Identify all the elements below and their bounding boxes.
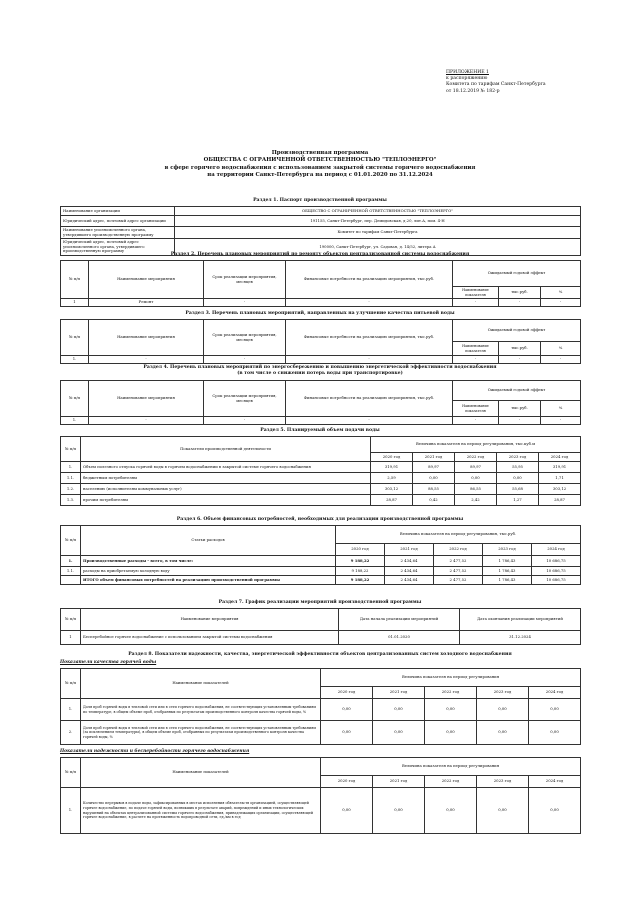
header-cell: тыс.руб.: [499, 287, 541, 299]
year-header: 2021 год: [373, 687, 425, 699]
value-cell: 55,95: [497, 462, 539, 473]
header-cell: Величина показателя на период регулирования, тыс.куб.м: [371, 437, 581, 453]
value-cell: 303,12: [371, 484, 413, 495]
table-cell: 31.12.2024: [460, 631, 581, 645]
value-cell: 0,00: [477, 788, 529, 834]
header-cell: Наименование мероприятия: [89, 320, 204, 356]
row-number: 1.3.: [61, 495, 81, 506]
title-line: в сфере горячего водоснабжения с использованием закрытой системы горячего водоснабжения: [164, 164, 476, 171]
passport-value: ОБЩЕСТВО С ОГРАНИЧЕННОЙ ОТВЕТСТВЕННОСТЬЮ "ТЕПЛОЭНЕРГО": [175, 207, 581, 216]
header-cell: тыс.руб.: [499, 401, 541, 417]
table-cell: -: [286, 356, 453, 364]
table-cell: Ремонт: [89, 299, 204, 307]
header-cell: № п/п: [61, 261, 89, 299]
reliability-subheading: Показатели надежности и бесперебойности горячего водоснабжения: [60, 749, 250, 754]
value-cell: 2 434,64: [385, 556, 434, 567]
value-cell: 0,00: [425, 721, 477, 745]
value-cell: 89,97: [413, 462, 455, 473]
row-label: Производственные расходы - всего, в том числе:: [81, 556, 336, 567]
year-header: 2023 год: [497, 453, 539, 462]
year-header: 2023 год: [483, 544, 532, 556]
row-number: 1.: [61, 462, 81, 473]
value-cell: 9 188,22: [336, 567, 385, 576]
section-4-subtitle: (в том числе о снижении потерь воды при транспортировке): [237, 371, 403, 376]
header-cell: № п/п: [61, 526, 81, 556]
row-label: бюджетным потребителям: [81, 473, 371, 484]
year-header: 2020 год: [321, 776, 373, 788]
value-cell: 2,59: [371, 473, 413, 484]
row-label: расходы на приобретаемую холодную воду: [81, 567, 336, 576]
row-label: населению (исполнителям коммунальных услуг): [81, 484, 371, 495]
header-cell: %: [541, 342, 581, 356]
value-cell: 303,12: [539, 484, 581, 495]
row-label: ИТОГО объем финансовых потребностей на реализацию производственной программы: [81, 576, 336, 585]
quality-subheading: Показатели качества горячей воды: [60, 660, 157, 665]
value-cell: 0,00: [425, 788, 477, 834]
value-cell: 0,00: [529, 699, 581, 721]
value-cell: 28,87: [371, 495, 413, 506]
quality-indicators-table: [60, 668, 581, 745]
energy-measures-table: [60, 380, 581, 425]
header-cell: Наименование показателя: [453, 401, 499, 417]
header-cell: Срок реализации мероприятия, месяцев: [204, 261, 286, 299]
value-cell: 28,87: [539, 495, 581, 506]
row-number: 1.: [61, 556, 81, 567]
title-line: ОБЩЕСТВА С ОГРАНИЧЕННОЙ ОТВЕТСТВЕННОСТЬЮ "ТЕПЛОЭНЕРГО": [203, 157, 437, 164]
table-cell: -: [204, 417, 286, 425]
approval-line: от 18.12.2019 № 182-р: [446, 88, 500, 94]
value-cell: 0,00: [413, 473, 455, 484]
value-cell: 9 188,22: [336, 576, 385, 585]
year-header: 2021 год: [413, 453, 455, 462]
row-number: 1.1.: [61, 567, 81, 576]
row-label: Объем полезного отпуска горячей воды в горячем водоснабжении в закрытой системе горячего водоснабжения: [81, 462, 371, 473]
year-header: 2021 год: [373, 776, 425, 788]
section-5-title: Раздел 5. Планируемый объем подачи воды: [260, 428, 380, 433]
value-cell: 9 188,22: [336, 556, 385, 567]
year-header: 2023 год: [477, 776, 529, 788]
value-cell: 10 686,75: [532, 576, 581, 585]
value-cell: 0,00: [529, 721, 581, 745]
header-cell: Величина показателя на период регулирования: [321, 758, 581, 776]
header-cell: № п/п: [61, 437, 81, 462]
header-cell: Ожидаемый годовой эффект: [453, 381, 581, 401]
passport-value: 190000, Санкт-Петербург, ул. Садовая, д. 14/52, литера А: [175, 239, 581, 256]
header-cell: Величина показателя на период регулирования, тыс.руб.: [336, 526, 581, 544]
row-number: 1.1.: [61, 473, 81, 484]
table-cell: -: [204, 299, 286, 307]
row-label: Доля проб горячей воды в тепловой сети или в сети горячего водоснабжения, не соответствующих установленным требованиям по температуре, в общем объеме проб, отобранных по результатам производственного контроля качества горячей воды, %: [81, 699, 321, 721]
table-cell: -: [204, 356, 286, 364]
header-cell: Наименование показателя: [453, 342, 499, 356]
value-cell: 2 477,52: [434, 576, 483, 585]
table-cell: 1.: [61, 417, 89, 425]
quality-measures-table: [60, 319, 581, 364]
year-header: 2023 год: [477, 687, 529, 699]
passport-label: Юридический адрес, почтовый адрес уполномоченного органа, утвердившего производственную программу: [61, 239, 175, 256]
year-header: 2020 год: [336, 544, 385, 556]
row-label: прочим потребителям: [81, 495, 371, 506]
table-cell: 1.: [61, 356, 89, 364]
value-cell: 89,97: [455, 462, 497, 473]
value-cell: 0,00: [497, 473, 539, 484]
approval-line: Комитета по тарифам Санкт-Петербурга: [446, 82, 546, 88]
header-cell: Наименование показателей: [81, 669, 321, 699]
year-header: 2022 год: [434, 544, 483, 556]
passport-label: Наименование уполномоченного органа, утвердившего производственную программу: [61, 227, 175, 239]
value-cell: 86,55: [455, 484, 497, 495]
header-cell: Срок реализации мероприятия, месяцев: [204, 381, 286, 417]
value-cell: 0,00: [321, 721, 373, 745]
year-header: 2024 год: [529, 687, 581, 699]
header-cell: Статьи расходов: [81, 526, 336, 556]
value-cell: 1,27: [497, 495, 539, 506]
year-header: 2020 год: [321, 687, 373, 699]
table-cell: -: [499, 299, 541, 307]
header-cell: Наименование мероприятия: [89, 261, 204, 299]
header-cell: Наименование показателей: [81, 758, 321, 788]
table-cell: 01.01.2020: [339, 631, 460, 645]
table-cell: -: [541, 417, 581, 425]
passport-label: Наименование организации: [61, 207, 175, 216]
value-cell: 55,68: [497, 484, 539, 495]
value-cell: 88,55: [413, 484, 455, 495]
value-cell: 2 477,52: [434, 556, 483, 567]
value-cell: 319,91: [539, 462, 581, 473]
approval-line: ПРИЛОЖЕНИЕ 1: [446, 70, 489, 75]
row-label: Доля проб горячей воды в тепловой сети или в сети горячего водоснабжения, не соответствующих установленным требованиям (за исключением температуры), в общем объеме проб, отобранных по результатам производственного контроля качества горячей воды, %: [81, 721, 321, 745]
value-cell: 1 786,43: [483, 567, 532, 576]
header-cell: Финансовые потребности на реализацию мероприятия, тыс.руб.: [286, 320, 453, 356]
approval-line: к распоряжению: [446, 76, 488, 82]
year-header: 2024 год: [529, 776, 581, 788]
value-cell: 0,00: [373, 699, 425, 721]
title-line: на территории Санкт-Петербурга на период с 01.01.2020 по 31.12.2024: [207, 172, 433, 179]
value-cell: 0,00: [425, 699, 477, 721]
passport-value: Комитет по тарифам Санкт-Петербурга: [175, 227, 581, 239]
table-cell: 1: [61, 631, 81, 645]
table-cell: -: [453, 299, 499, 307]
value-cell: 0,00: [373, 721, 425, 745]
header-cell: № п/п: [61, 669, 81, 699]
row-number: 1.2.: [61, 484, 81, 495]
schedule-table: [60, 608, 581, 645]
row-number: 1.: [61, 699, 81, 721]
header-cell: Финансовые потребности на реализацию мероприятия, тыс.руб.: [286, 261, 453, 299]
value-cell: 2,42: [455, 495, 497, 506]
header-cell: Величина показателя на период регулирования: [321, 669, 581, 687]
value-cell: 2 434,64: [385, 576, 434, 585]
table-cell: -: [541, 356, 581, 364]
year-header: 2021 год: [385, 544, 434, 556]
value-cell: 1 786,43: [483, 556, 532, 567]
header-cell: тыс.руб.: [499, 342, 541, 356]
section-3-title: Раздел 3. Перечень плановых мероприятий, направленных на улучшение качества питьевой воды: [185, 311, 455, 316]
row-label: Количество перерывов в подаче воды, зафиксированных в местах исполнения обязательств организацией, осуществляющей горячее водоснабжение, по подаче горячей воды, возникших в результате аварий, повреждений и иных технологических нарушений на объектах централизованной системы горячего водоснабжения, принадлежащих организации, осуществляющей горячее водоснабжение, в расчете на протяженность водопроводной сети, ед./км в год: [81, 788, 321, 834]
header-cell: Дата начала реализации мероприятий: [339, 609, 460, 631]
value-cell: 0,00: [321, 699, 373, 721]
header-cell: Показатели производственной деятельности: [81, 437, 371, 462]
value-cell: 0,00: [477, 721, 529, 745]
header-cell: Ожидаемый годовой эффект: [453, 261, 581, 287]
table-cell: -: [89, 417, 204, 425]
reliability-indicators-table: [60, 757, 581, 834]
approval-stamp: [446, 70, 546, 95]
table-cell: Бесперебойное горячее водоснабжение с использованием закрытой системы водоснабжения: [81, 631, 339, 645]
passport-table: [60, 206, 581, 256]
header-cell: № п/п: [61, 381, 89, 417]
table-cell: 1: [61, 299, 89, 307]
section-1-title: Раздел 1. Паспорт производственной программы: [253, 198, 387, 203]
year-header: 2022 год: [425, 687, 477, 699]
water-volume-table: [60, 436, 581, 506]
value-cell: 10 686,75: [532, 567, 581, 576]
year-header: 2020 год: [371, 453, 413, 462]
value-cell: 1,71: [539, 473, 581, 484]
repair-table: [60, 260, 581, 307]
financial-needs-table: [60, 525, 581, 585]
value-cell: 0,00: [455, 473, 497, 484]
section-2-title: Раздел 2. Перечень плановых мероприятий по ремонту объектов централизованной системы водоснабжения: [170, 252, 470, 257]
header-cell: Наименование мероприятия: [89, 381, 204, 417]
passport-label: Юридический адрес, почтовый адрес организации: [61, 216, 175, 227]
header-cell: Наименование показателя: [453, 287, 499, 299]
table-cell: -: [89, 356, 204, 364]
year-header: 2024 год: [539, 453, 581, 462]
year-header: 2022 год: [455, 453, 497, 462]
section-7-title: Раздел 7. График реализации мероприятий производственной программы: [218, 600, 422, 605]
header-cell: %: [541, 401, 581, 417]
row-number: 1.: [61, 788, 81, 834]
header-cell: Дата окончания реализации мероприятий: [460, 609, 581, 631]
table-cell: -: [286, 417, 453, 425]
row-number: [61, 576, 81, 585]
passport-value: 191155, Санкт-Петербург, пер. Демидовская, д.20, лит.А, пом. 4-Н: [175, 216, 581, 227]
table-cell: -: [499, 417, 541, 425]
table-cell: -: [286, 299, 453, 307]
table-cell: -: [453, 417, 499, 425]
document-title: [60, 150, 580, 180]
header-cell: %: [541, 287, 581, 299]
value-cell: 10 686,75: [532, 556, 581, 567]
header-cell: Ожидаемый годовой эффект: [453, 320, 581, 342]
table-cell: -: [499, 356, 541, 364]
value-cell: 0,00: [477, 699, 529, 721]
value-cell: 319,91: [371, 462, 413, 473]
header-cell: Наименование мероприятия: [81, 609, 339, 631]
row-number: 2.: [61, 721, 81, 745]
header-cell: Срок реализации мероприятия, месяцев: [204, 320, 286, 356]
value-cell: 1 786,43: [483, 576, 532, 585]
value-cell: 0,42: [413, 495, 455, 506]
header-cell: Финансовые потребности на реализацию мероприятия, тыс.руб.: [286, 381, 453, 417]
table-cell: -: [541, 299, 581, 307]
section-6-title: Раздел 6. Объем финансовых потребностей, необходимых для реализации производственной программы: [176, 517, 464, 522]
year-header: 2024 год: [532, 544, 581, 556]
section-4-title: Раздел 4. Перечень плановых мероприятий по энергосбережению и повышению энергетической эффективности водоснабжения: [143, 365, 497, 370]
value-cell: 2 434,64: [385, 567, 434, 576]
year-header: 2022 год: [425, 776, 477, 788]
header-cell: № п/п: [61, 320, 89, 356]
value-cell: 2 477,52: [434, 567, 483, 576]
title-line: Производственная программа: [271, 150, 369, 156]
table-cell: -: [453, 356, 499, 364]
value-cell: 0,00: [321, 788, 373, 834]
header-cell: № п/п: [61, 758, 81, 788]
value-cell: 0,00: [529, 788, 581, 834]
header-cell: № п/п: [61, 609, 81, 631]
value-cell: 0,00: [373, 788, 425, 834]
section-8-title: Раздел 8. Показатели надежности, качества, энергетической эффективности объектов централизованных систем холодного водоснабжения: [128, 652, 512, 657]
